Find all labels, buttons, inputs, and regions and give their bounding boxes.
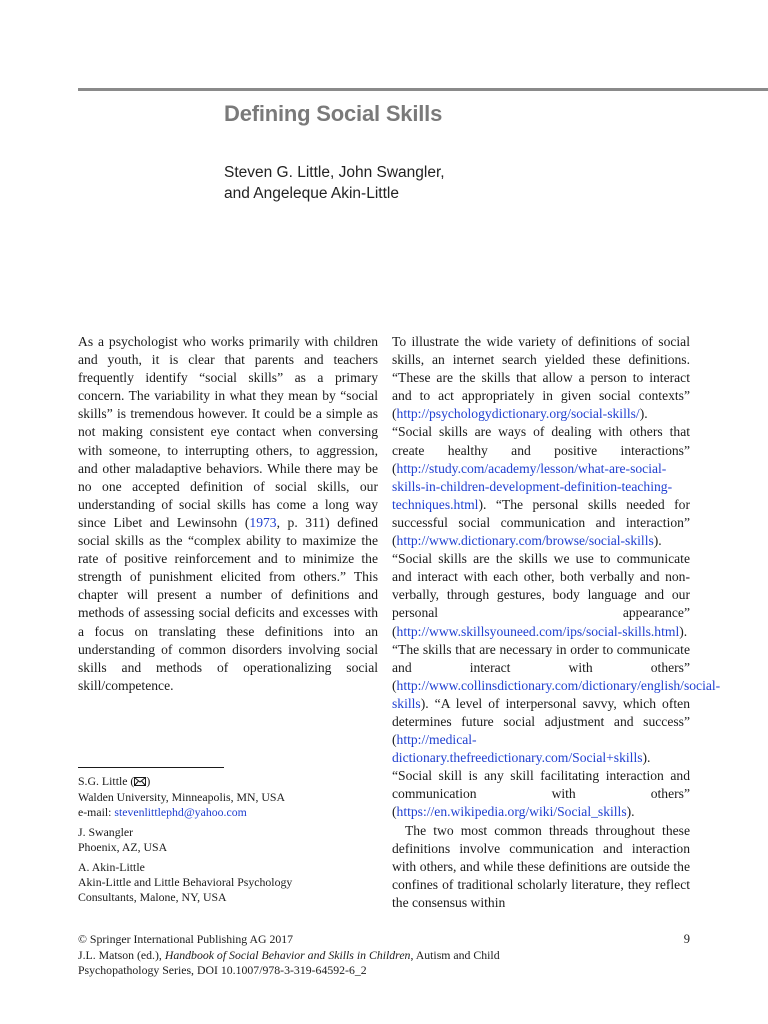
threads-paragraph: The two most common threads throughout these definitions involve communication and interaction with others, and while these definitions are outside the confines of traditional scholarly literature, they reflect the consensus within bbox=[392, 822, 690, 910]
def-text-4: ). “Social skills are the skills we use to communicate and interact with each other, both verbally and non-verbally, through gestures, body language and our personal appearance” ( bbox=[392, 533, 690, 639]
email-link[interactable]: stevenlittlephd@yahoo.com bbox=[114, 805, 247, 819]
affil-swangler-location: Phoenix, AZ, USA bbox=[78, 840, 168, 854]
def-text-2: ). “Social skills are ways of dealing with others that create healthy and positive interactions” ( bbox=[392, 406, 690, 476]
footnote-rule bbox=[78, 767, 224, 768]
affil-akin-little-org: Akin-Little and Little Behavioral Psychology bbox=[78, 875, 293, 889]
citation-line bbox=[78, 948, 690, 964]
def-text-5: ). “The skills that are necessary in order to communicate and interact with others” ( bbox=[392, 623, 690, 693]
book-title: Handbook of Social Behavior and Skills in Children bbox=[164, 947, 411, 962]
envelope-icon[interactable] bbox=[134, 775, 146, 790]
top-rule bbox=[78, 88, 768, 91]
series-line: Psychopathology Series, DOI 10.1007/978-3-319-64592-6_2 bbox=[78, 963, 367, 977]
url-link-skillsyouneed[interactable]: http://www.skillsyouneed.com/ips/social-skills.html bbox=[396, 623, 680, 639]
chapter-title: Defining Social Skills bbox=[224, 101, 443, 126]
citation-prefix: J.L. Matson (ed.), bbox=[78, 947, 165, 962]
author-list bbox=[224, 162, 445, 204]
left-column bbox=[78, 333, 378, 695]
page-footer bbox=[78, 932, 690, 979]
affil-little-name-line bbox=[78, 774, 378, 790]
intro-paragraph bbox=[78, 333, 378, 695]
definitions-paragraph bbox=[392, 333, 721, 822]
url-link-dictionary[interactable]: http://www.dictionary.com/browse/social-skills bbox=[396, 533, 654, 549]
def-text-3: ). “The personal skills needed for successful social communication and interaction” ( bbox=[392, 496, 690, 549]
def-text-6: ). “A level of interpersonal savvy, which often determines future social adjustment and success” ( bbox=[392, 695, 690, 748]
citation-suffix: , Autism and Child bbox=[410, 947, 500, 962]
page-number: 9 bbox=[683, 932, 690, 946]
right-column bbox=[392, 333, 721, 912]
url-link-psychologydictionary[interactable]: http://psychologydictionary.org/social-skills/ bbox=[396, 406, 640, 422]
authors-line-2: and Angeleque Akin-Little bbox=[224, 185, 399, 202]
def-text-8: ). bbox=[626, 804, 635, 820]
def-text-7: ). “Social skill is any skill facilitating interaction and communication with others” ( bbox=[392, 750, 690, 820]
affil-little-email-line bbox=[78, 805, 378, 820]
affil-little-institution: Walden University, Minneapolis, MN, USA bbox=[78, 790, 286, 804]
url-link-wikipedia[interactable]: https://en.wikipedia.org/wiki/Social_skills bbox=[396, 804, 627, 820]
affiliation-akin-little bbox=[78, 860, 378, 905]
url-link-collinsdictionary[interactable]: http://www.collinsdictionary.com/dictionary/english/social-skills bbox=[392, 677, 721, 711]
affil-little-name: S.G. Little ( bbox=[78, 774, 135, 788]
email-label: e-mail: bbox=[78, 805, 115, 819]
intro-text-2: , p. 311) defined social skills as the “complex ability to maximize the rate of positive reinforcement and to minimize the strength of punishment elicited from others.” This chapter will present a number of definitions and methods of assessing social deficits and excesses with a focus on translating these definitions into an understanding of common disorders involving social skills and methods of operationalizing social skill/competence. bbox=[78, 514, 378, 693]
url-link-freedictionary[interactable]: http://medical-dictionary.thefreedictionary.com/Social+skills bbox=[392, 732, 643, 766]
affil-akin-little-location: Consultants, Malone, NY, USA bbox=[78, 890, 227, 904]
intro-text-1: As a psychologist who works primarily with children and youth, it is clear that parents and teachers frequently identify “social skills” as a primary concern. The variability in what they mean by “social skills” is tremendous however. It could be a simple as not making consistent eye contact when conversing with someone, to interrupting others, to aggression, and other maladaptive behaviors. While there may be no one accepted definition of social skills, our understanding of social skills has come a long way since Libet and Lewinsohn ( bbox=[78, 334, 378, 530]
authors-line-1: Steven G. Little, John Swangler, bbox=[224, 164, 445, 181]
def-text-1: To illustrate the wide variety of definitions of social skills, an internet search yielded these definitions. “These are the skills that allow a person to interact and to act appropriately in given social contexts” ( bbox=[392, 334, 690, 422]
citation-link-1973[interactable]: 1973 bbox=[249, 514, 277, 530]
affiliation-little bbox=[78, 774, 378, 820]
copyright-line: © Springer International Publishing AG 2017 bbox=[78, 932, 294, 946]
affil-swangler-name: J. Swangler bbox=[78, 825, 134, 839]
affil-akin-little-name: A. Akin-Little bbox=[78, 860, 145, 874]
affiliation-swangler bbox=[78, 825, 378, 855]
affil-little-name-close: ) bbox=[146, 774, 151, 788]
url-link-study[interactable]: http://study.com/academy/lesson/what-are-social-skills-in-children-development-definition-teaching-techniques.html bbox=[392, 460, 673, 512]
